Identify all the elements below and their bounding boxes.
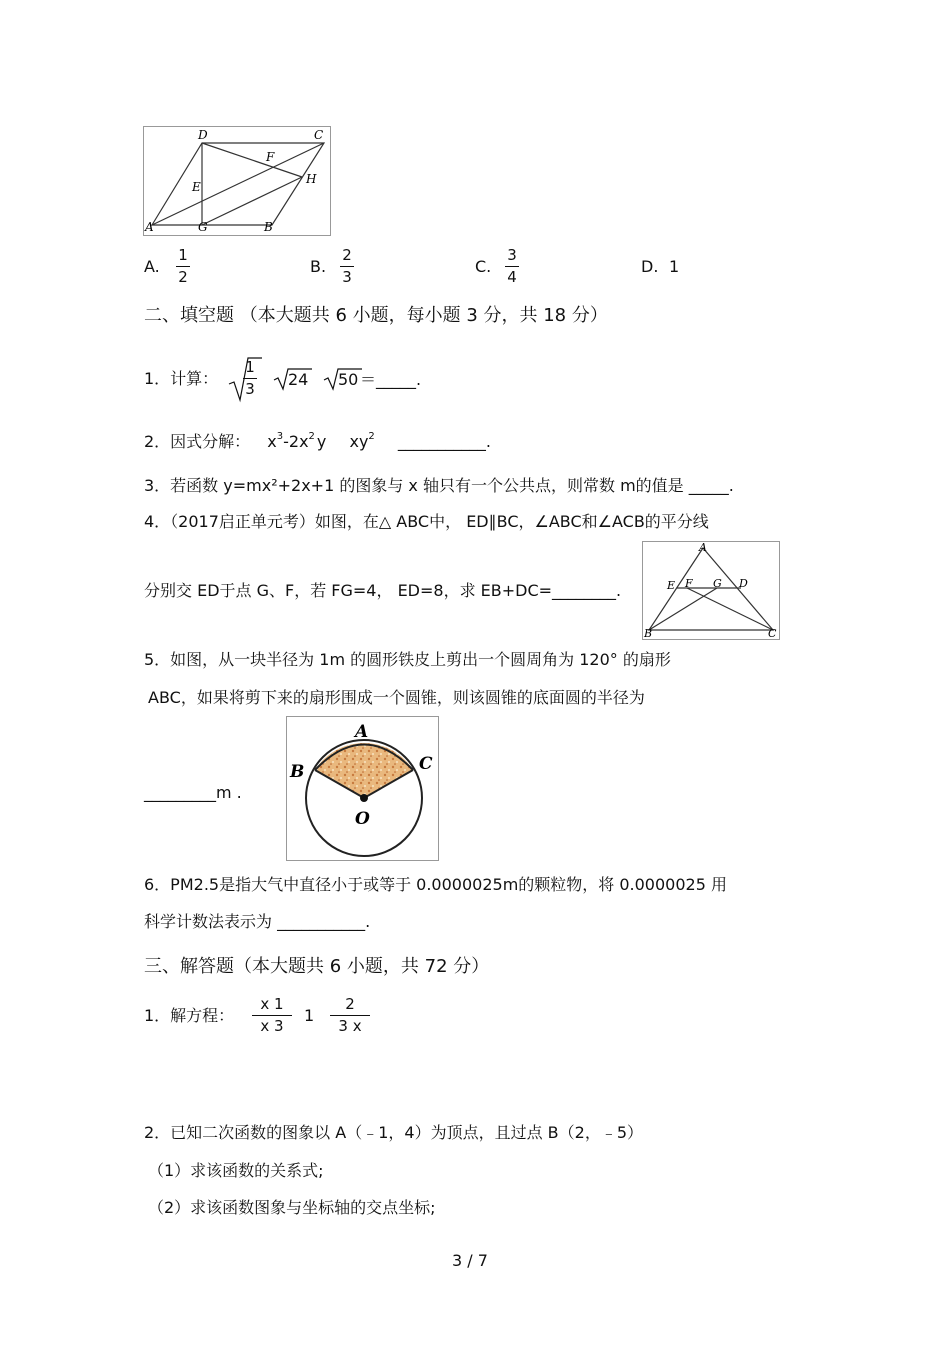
s3-q1-prefix: 1．解方程： <box>144 1006 235 1025</box>
s2-q2-sup2: 2 <box>308 431 315 442</box>
option-b-denominator: 3 <box>342 268 352 286</box>
s2-q2-expression <box>144 431 491 451</box>
s2-q2-prefix: 2．因式分解： <box>144 432 251 451</box>
s3-q1-fraction-2 <box>330 997 370 1034</box>
figure-circle-sector <box>286 716 439 861</box>
s3-q1-f1-num: x 1 <box>260 995 284 1013</box>
option-b-fraction <box>340 248 354 285</box>
s3-q2-line1: 2．已知二次函数的图象以 A（﹣1，4）为顶点，且过点 B（2，﹣5） <box>144 1123 643 1142</box>
page-number: 3 / 7 <box>452 1251 488 1270</box>
s2-q1-rad-den: 3 <box>245 380 255 398</box>
s2-q1-suffix: ＝_____. <box>360 370 422 389</box>
label-D: D <box>198 128 208 142</box>
label-B: B <box>290 762 305 782</box>
s3-q1-f2-den: 3 x <box>338 1017 362 1035</box>
option-a-letter: A. <box>144 257 160 276</box>
s2-q5-line3: _________m . <box>144 783 242 802</box>
label-F: F <box>266 150 275 164</box>
label-E: E <box>192 180 201 194</box>
option-a-fraction <box>176 248 190 285</box>
option-a-numerator: 1 <box>178 246 188 264</box>
s3-q1-f1-den: x 3 <box>260 1017 284 1035</box>
s3-q1-mid: 1 <box>304 1006 315 1025</box>
label-A: A <box>699 542 707 554</box>
label-C: C <box>419 754 433 774</box>
s2-q2-term2: -2x <box>283 432 309 451</box>
option-a-denominator: 2 <box>178 268 188 286</box>
option-c-denominator: 4 <box>507 268 517 286</box>
label-O: O <box>355 809 370 829</box>
s3-q2-sub2: （2）求该函数图象与坐标轴的交点坐标; <box>148 1198 436 1217</box>
s2-q4-line1: 4．（2017启正单元考）如图，在△ ABC中， ED∥BC，∠ABC和∠ACB的平分线 <box>144 512 709 531</box>
label-C: C <box>314 128 324 142</box>
s2-q4-line2: 分别交 ED于点 G、F，若 FG=4， ED=8，求 EB+DC=________. <box>144 581 622 600</box>
parallelogram-diagram <box>144 127 330 235</box>
option-c-fraction <box>505 248 519 285</box>
section-3-title: 三、解答题（本大题共 6 小题，共 72 分） <box>144 956 490 977</box>
label-E: E <box>667 579 676 592</box>
option-b-letter: B. <box>310 257 327 276</box>
s2-q5-line2: ABC，如果将剪下来的扇形围成一个圆锥，则该圆锥的底面圆的半径为 <box>148 688 645 707</box>
s3-q1-f2-num: 2 <box>345 995 355 1013</box>
s2-q1-radicand-fraction <box>243 360 257 397</box>
label-A: A <box>145 220 154 234</box>
label-A: A <box>355 722 369 742</box>
triangle-diagram <box>643 542 779 639</box>
s2-q2-sup1: 3 <box>276 431 284 442</box>
s2-q1-rad-num: 1 <box>245 358 255 376</box>
s2-q2-blank: ___________. <box>397 432 491 451</box>
s2-q2-term1: x <box>267 432 277 451</box>
s2-q6-line1: 6．PM2.5是指大气中直径小于或等于 0.0000025m的颗粒物，将 0.0000025 用 <box>144 875 727 894</box>
option-c-numerator: 3 <box>507 246 517 264</box>
figure-triangle <box>642 541 780 640</box>
option-b-numerator: 2 <box>342 246 352 264</box>
s2-q2-term3: y <box>316 432 327 451</box>
s2-q2-term4: xy <box>349 432 369 451</box>
s2-q3-text: 3．若函数 y=mx²+2x+1 的图象与 x 轴只有一个公共点，则常数 m的值是 _____. <box>144 476 734 495</box>
circle-sector-diagram <box>287 717 438 860</box>
s3-q2-sub1: （1）求该函数的关系式; <box>148 1161 324 1180</box>
label-G: G <box>198 220 208 234</box>
s2-q1-radicand-3: 50 <box>338 370 359 389</box>
s3-q1-fraction-1 <box>252 997 292 1034</box>
label-G: G <box>713 577 722 590</box>
label-D: D <box>739 577 748 590</box>
s2-q1-prefix: 1．计算： <box>144 369 219 388</box>
section-2-title: 二、填空题 （本大题共 6 小题，每小题 3 分，共 18 分） <box>144 305 608 326</box>
s2-q5-line1: 5．如图，从一块半径为 1m 的圆形铁皮上剪出一个圆周角为 120° 的扇形 <box>144 650 671 669</box>
label-B: B <box>644 627 653 639</box>
option-c-letter: C. <box>475 257 492 276</box>
s2-q6-line2: 科学计数法表示为 ___________. <box>144 912 371 931</box>
label-H: H <box>306 172 317 186</box>
label-B: B <box>264 220 273 234</box>
figure-parallelogram <box>143 126 331 236</box>
s2-q2-sup3: 2 <box>368 431 375 442</box>
option-d-letter: D. <box>641 257 659 276</box>
label-F: F <box>685 577 693 590</box>
s2-q1-radicand-2: 24 <box>288 370 309 389</box>
label-C: C <box>768 627 777 639</box>
option-d-value: 1 <box>669 257 680 276</box>
